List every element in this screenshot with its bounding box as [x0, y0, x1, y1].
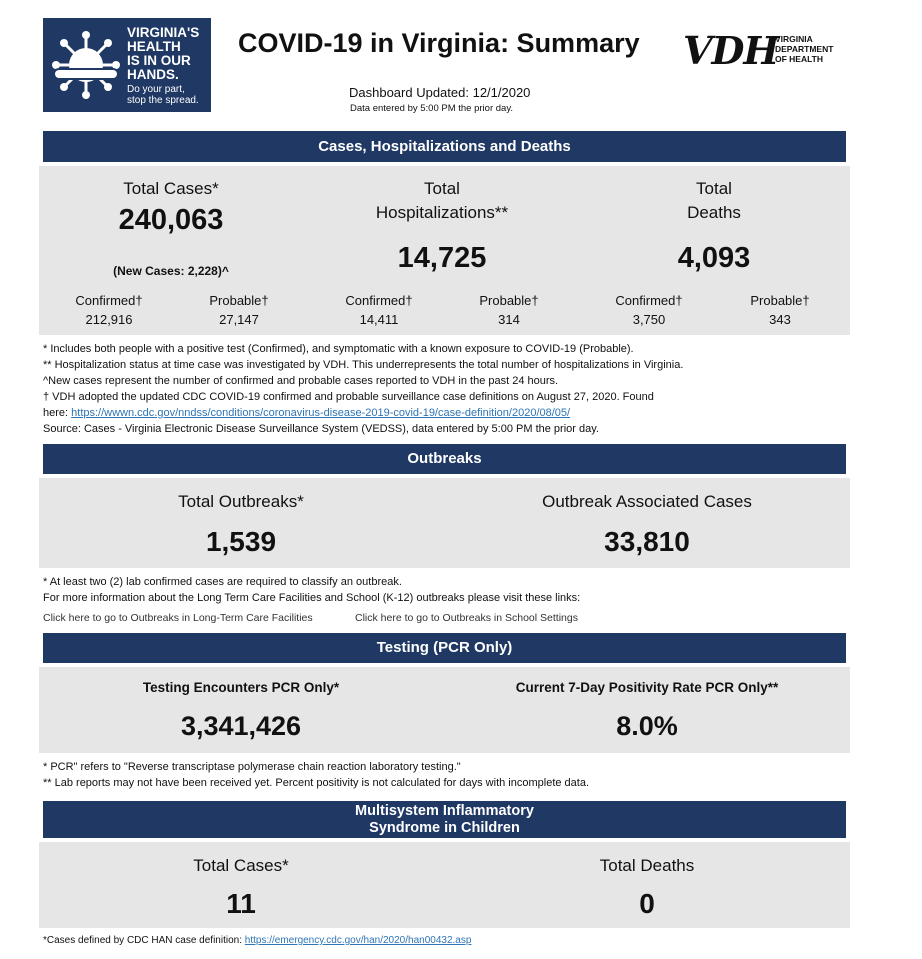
- cdc-han-link[interactable]: https://emergency.cdc.gov/han/2020/han00432.asp: [244, 935, 472, 946]
- testing-encounters-value: 3,341,426: [180, 711, 302, 741]
- vdh-logo: VDH: [683, 28, 779, 73]
- cases-probable-label: Probable†: [209, 293, 269, 308]
- hospitalizations-value: 14,725: [397, 242, 487, 274]
- misc-note-prefix: *Cases defined by CDC HAN case definition:: [43, 935, 245, 946]
- misc-banner: [43, 801, 846, 838]
- logo-line: VIRGINIA'S: [127, 25, 200, 40]
- updated-note: Data entered by 5:00 PM the prior day.: [350, 103, 513, 114]
- logo-sub-line: Do your part,: [127, 84, 185, 95]
- hosp-confirmed-value: 14,411: [359, 312, 399, 327]
- outbreak-cases-value: 33,810: [604, 526, 690, 557]
- misc-banner-line: Multisystem Inflammatory: [355, 803, 534, 819]
- deaths-label-1: Total: [696, 179, 732, 198]
- total-cases-label: Total Cases*: [123, 179, 219, 198]
- page-title: COVID-19 in Virginia: Summary: [238, 28, 640, 58]
- total-outbreaks-label: Total Outbreaks*: [178, 492, 304, 511]
- logo-line: HANDS.: [127, 67, 179, 82]
- note-line: ** Lab reports may not have been received yet. Percent positivity is not calculated for days with incomplete data.: [43, 777, 590, 789]
- misc-panel: [39, 842, 850, 928]
- cases-notes: [43, 341, 683, 437]
- total-cases-value: 240,063: [118, 204, 224, 236]
- vdh-sub-line: DEPARTMENT: [775, 44, 834, 54]
- outbreaks-panel: [39, 478, 850, 568]
- vdh-sub-line: VIRGINIA: [775, 34, 813, 44]
- positivity-rate-label: Current 7-Day Positivity Rate PCR Only**: [515, 680, 779, 695]
- note-line: ** Hospitalization status at time case was investigated by VDH. This underrepresents the total number of hospitalizations in Virginia.: [43, 359, 684, 371]
- dashboard-updated: Dashboard Updated: 12/1/2020: [349, 85, 531, 100]
- new-cases: (New Cases: 2,228)^: [113, 264, 229, 278]
- misc-cases-value: 11: [226, 888, 256, 919]
- misc-cases-label: Total Cases*: [193, 856, 289, 875]
- cases-confirmed-label: Confirmed†: [75, 293, 143, 308]
- misc-deaths-value: 0: [639, 888, 655, 919]
- total-outbreaks-value: 1,539: [205, 526, 277, 557]
- case-definition-line: [43, 405, 683, 421]
- cases-confirmed-value: 212,916: [85, 312, 133, 327]
- misc-deaths-label: Total Deaths: [599, 856, 695, 875]
- cases-banner: Cases, Hospitalizations and Deaths: [43, 131, 846, 162]
- misc-banner-line: Syndrome in Children: [369, 820, 520, 836]
- cases-panel: [39, 166, 850, 335]
- hospitalizations-label-2: Hospitalizations**: [375, 203, 509, 222]
- logo-line: HEALTH: [127, 39, 181, 54]
- here-prefix: here:: [43, 407, 72, 419]
- testing-encounters-label: Testing Encounters PCR Only*: [142, 680, 340, 695]
- testing-banner: Testing (PCR Only): [43, 633, 846, 663]
- note-line: * Includes both people with a positive test (Confirmed), and symptomatic with a known exposure to COVID-19 (Probable).: [43, 343, 634, 355]
- deaths-confirmed-value: 3,750: [632, 312, 666, 327]
- note-line: † VDH adopted the updated CDC COVID-19 confirmed and probable surveillance case definitions on August 27, 2020. Found: [43, 391, 654, 403]
- logo-line: IS IN OUR: [127, 53, 191, 68]
- logo-sub-line: stop the spread.: [127, 95, 199, 106]
- outbreak-notes: [43, 574, 580, 606]
- outbreaks-banner: Outbreaks: [43, 444, 846, 474]
- source-line: Source: Cases - Virginia Electronic Disease Surveillance System (VEDSS), data entered by 5:00 PM the prior day.: [43, 423, 599, 435]
- testing-panel: [39, 667, 850, 753]
- note-line: * PCR" refers to "Reverse transcriptase polymerase chain reaction laboratory testing.": [43, 761, 461, 773]
- cases-probable-value: 27,147: [219, 312, 259, 327]
- virus-hands-icon: [49, 28, 123, 102]
- hospitalizations-label-1: Total: [424, 179, 460, 198]
- deaths-probable-value: 343: [769, 312, 791, 327]
- logo-headline: [127, 26, 211, 82]
- hosp-probable-label: Probable†: [479, 293, 539, 308]
- ltc-outbreaks-link[interactable]: Click here to go to Outbreaks in Long-Term Care Facilities: [43, 612, 313, 624]
- vdh-sub-line: OF HEALTH: [775, 54, 824, 64]
- outbreak-cases-label: Outbreak Associated Cases: [542, 492, 752, 511]
- deaths-confirmed-label: Confirmed†: [615, 293, 683, 308]
- note-line: For more information about the Long Term Care Facilities and School (K-12) outbreaks please visit these links:: [43, 592, 581, 604]
- deaths-label-2: Deaths: [687, 203, 741, 222]
- vdh-logo-subtitle: [775, 34, 833, 64]
- hosp-confirmed-label: Confirmed†: [345, 293, 413, 308]
- logo-tagline: [127, 84, 211, 106]
- note-line: ^New cases represent the number of confirmed and probable cases reported to VDH in the past 24 hours.: [43, 375, 559, 387]
- hosp-probable-value: 314: [498, 312, 520, 327]
- misc-note: [43, 933, 471, 949]
- positivity-rate-value: 8.0%: [616, 711, 678, 741]
- campaign-logo: [43, 18, 211, 112]
- deaths-probable-label: Probable†: [750, 293, 810, 308]
- note-line: * At least two (2) lab confirmed cases are required to classify an outbreak.: [43, 576, 402, 588]
- testing-notes: [43, 759, 589, 791]
- school-outbreaks-link[interactable]: Click here to go to Outbreaks in School Settings: [355, 612, 578, 624]
- deaths-value: 4,093: [677, 242, 751, 274]
- cdc-case-definition-link[interactable]: https://wwwn.cdc.gov/nndss/conditions/coronavirus-disease-2019-covid-19/case-definition/2020/08/05/: [71, 407, 571, 419]
